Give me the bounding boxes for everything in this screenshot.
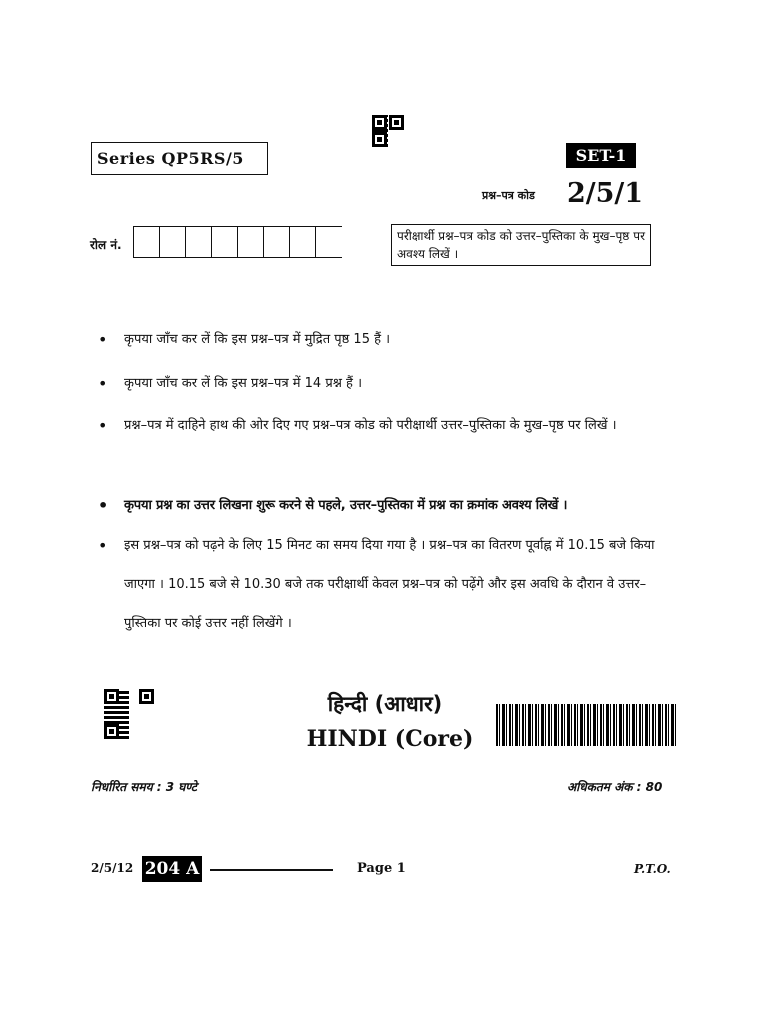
roll-number-box	[290, 226, 316, 258]
subject-title-hindi: हिन्दी (आधार)	[327, 692, 443, 716]
qr-code-subject	[104, 689, 154, 739]
barcode	[496, 704, 676, 746]
roll-number-label: रोल नं.	[90, 238, 122, 252]
question-paper-code: 2/5/1	[567, 178, 644, 209]
roll-number-box	[160, 226, 186, 258]
roll-number-box	[238, 226, 264, 258]
question-paper-code-label: प्रश्न–पत्र कोड	[482, 189, 535, 202]
please-turn-over: P.T.O.	[634, 862, 671, 876]
footer-code: 2/5/12	[91, 861, 134, 875]
roll-number-box	[134, 226, 160, 258]
roll-number-boxes	[133, 226, 342, 258]
footer-divider	[210, 869, 333, 871]
instruction-item: • कृपया जाँच कर लें कि इस प्रश्न–पत्र में 14 प्रश्न हैं ।	[98, 364, 668, 406]
instruction-item: • कृपया प्रश्न का उत्तर लिखना शुरू करने से पहले, उत्तर–पुस्तिका में प्रश्न का क्रमांक अवश्य लिखें ।	[98, 486, 668, 526]
subject-title-english: HINDI (Core)	[306, 726, 474, 752]
code-instruction-note: परीक्षार्थी प्रश्न–पत्र कोड को उत्तर–पुस्तिका के मुख–पृष्ठ पर अवश्य लिखें ।	[391, 224, 651, 266]
instruction-item: • कृपया जाँच कर लें कि इस प्रश्न–पत्र में मुद्रित पृष्ठ 15 हैं ।	[98, 320, 668, 364]
roll-number-box	[316, 226, 342, 258]
instruction-item: • प्रश्न–पत्र में दाहिने हाथ की ओर दिए गए प्रश्न–पत्र कोड को परीक्षार्थी उत्तर–पुस्तिका के मुख–पृष्ठ पर लिखें ।	[98, 406, 668, 486]
instruction-item: • इस प्रश्न–पत्र को पढ़ने के लिए 15 मिनट का समय दिया गया है । प्रश्न–पत्र का वितरण पूर्वाह्न में 10.15 बजे किया जाएगा । 10.15 बजे से 10.30 बजे तक परीक्षार्थी केवल प्रश्न–पत्र को पढ़ेंगे और इस अवधि के दौरान वे उत्तर–पुस्तिका पर कोई उत्तर नहीं लिखेंगे ।	[98, 526, 668, 643]
time-allowed: निर्धारित समय : 3 घण्टे	[91, 780, 197, 794]
roll-number-box	[212, 226, 238, 258]
page-number: Page 1	[357, 861, 406, 876]
roll-number-box	[264, 226, 290, 258]
instructions-list	[98, 320, 668, 643]
maximum-marks: अधिकतम अंक : 80	[567, 780, 663, 794]
footer-paper-badge: 204 A	[142, 856, 202, 882]
qr-code-top	[372, 115, 404, 147]
series-label: Series QP5RS/5	[91, 142, 268, 175]
set-badge: SET-1	[566, 143, 636, 168]
roll-number-box	[186, 226, 212, 258]
